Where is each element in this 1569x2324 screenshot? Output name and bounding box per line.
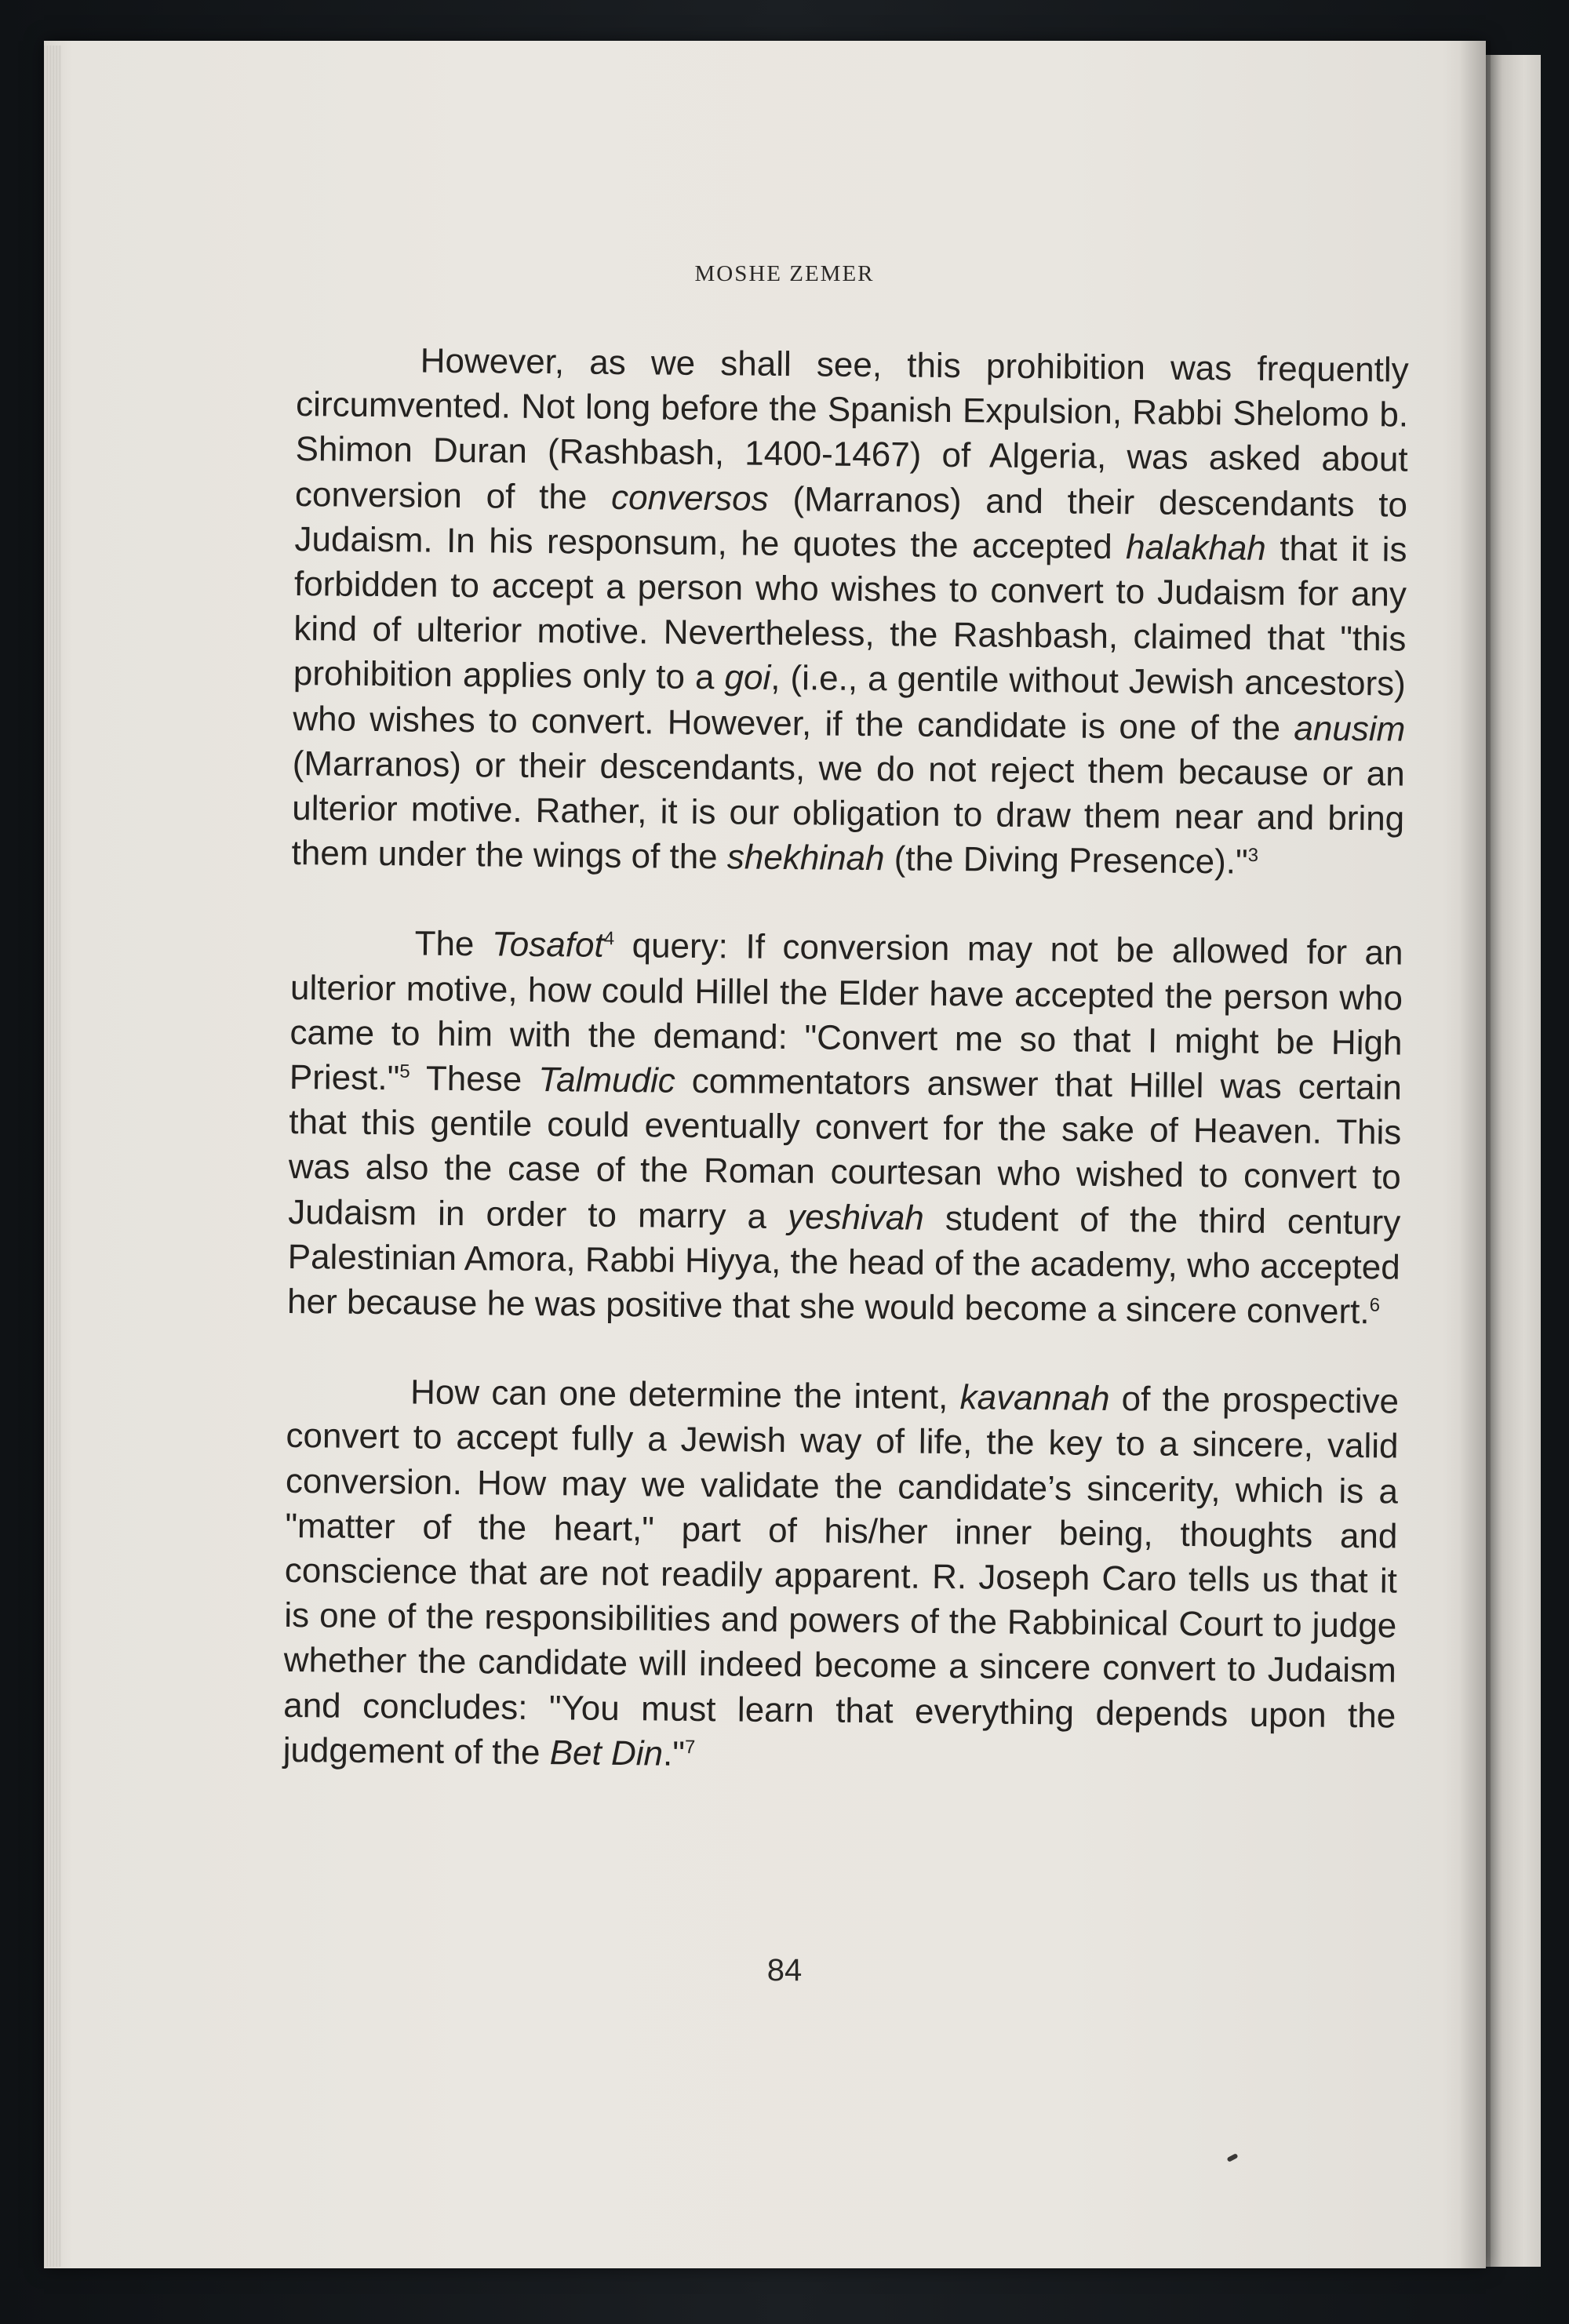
footnote-ref: 4	[603, 928, 615, 950]
text-run: commentators answer that Hillel was certain that this gentile could eventually convert for the sake of Heaven. This was also the case of the Roman courtesan who wished to convert to Judaism in order to marry a	[288, 1061, 1403, 1236]
text-run: query: If conversion may not be allowed for an ulterior motive, how could Hillel the Elder have accepted the person who came to him with the demand: "Convert me so that I might be High Priest."	[289, 926, 1403, 1098]
gutter-shadow	[1459, 41, 1491, 2268]
italic-term: Tosafot	[491, 925, 604, 966]
footnote-ref: 6	[1369, 1294, 1381, 1316]
text-run: student of the third century Palestinian Amora, Rabbi Hiyya, the head of the academy, who accepted her because he was positive that she would become a sincere convert.	[286, 1198, 1401, 1332]
italic-term: yeshivah	[787, 1197, 925, 1238]
text-run: ."	[662, 1734, 686, 1773]
paragraph	[282, 1369, 1399, 1783]
text-run: These	[410, 1059, 539, 1100]
text-run: However, as we shall see, this prohibition was frequently circumvented. Not long before the Spanish Expulsion, Rabbi Shelomo b. Shimon Duran (Rashbash, 1400-1467) of Algeria, was asked about conversion of the	[294, 341, 1409, 517]
paragraph	[291, 337, 1409, 886]
italic-term: halakhah	[1125, 527, 1267, 568]
text-run: (the Diving Presence)."	[884, 839, 1248, 882]
italic-term: shekhinah	[726, 838, 885, 878]
italic-term: goi	[724, 658, 771, 698]
text-run: , (i.e., a gentile without Jewish ancestors) who wishes to convert. However, if the candidate is one of the	[293, 659, 1407, 747]
text-run: (Marranos) or their descendants, we do not reject them because or an ulterior motive. Rather, it is our obligation to draw them near and bring them under the wings of the	[291, 744, 1405, 877]
footnote-ref: 5	[399, 1060, 410, 1082]
italic-term: anusim	[1294, 708, 1406, 749]
footnote-ref: 3	[1247, 845, 1259, 867]
italic-term: conversos	[610, 478, 769, 518]
body-text	[282, 337, 1409, 1828]
text-run: How can one determine the intent,	[410, 1373, 960, 1417]
page-number: 84	[766, 1953, 803, 1988]
text-run: (Marranos) and their descendants to Judaism. In his responsum, he quotes the accepted	[294, 479, 1408, 566]
italic-term: Talmudic	[538, 1060, 675, 1100]
text-run: that it is forbidden to accept a person who wishes to convert to Judaism for any kind of ulterior motive. Nevertheless, the Rashbash, claimed that "this prohibition applies only to a	[293, 529, 1407, 697]
paragraph	[287, 920, 1403, 1334]
text-run: The	[414, 924, 493, 964]
italic-term: kavannah	[959, 1378, 1110, 1419]
facing-page-edge	[1486, 55, 1541, 2267]
text-run: of the prospective convert to accept fully a Jewish way of life, the key to a sincere, valid conversion. How may we validate the candidate’s sincerity, which is a "matter of the heart," part of his/her inner being, thoughts and conscience that are not readily apparent. R. Joseph Caro tells us that it is one of the responsibilities and powers of the Rabbinical Court to judge whether the candidate will indeed become a sincere convert to Judaism and concludes: "You must learn that everything depends upon the judgement of the	[282, 1380, 1400, 1773]
page-stack-edge	[44, 45, 61, 2267]
running-head: MOSHE ZEMER	[694, 261, 875, 286]
italic-term: Bet Din	[549, 1733, 664, 1773]
footnote-ref: 7	[684, 1737, 696, 1758]
